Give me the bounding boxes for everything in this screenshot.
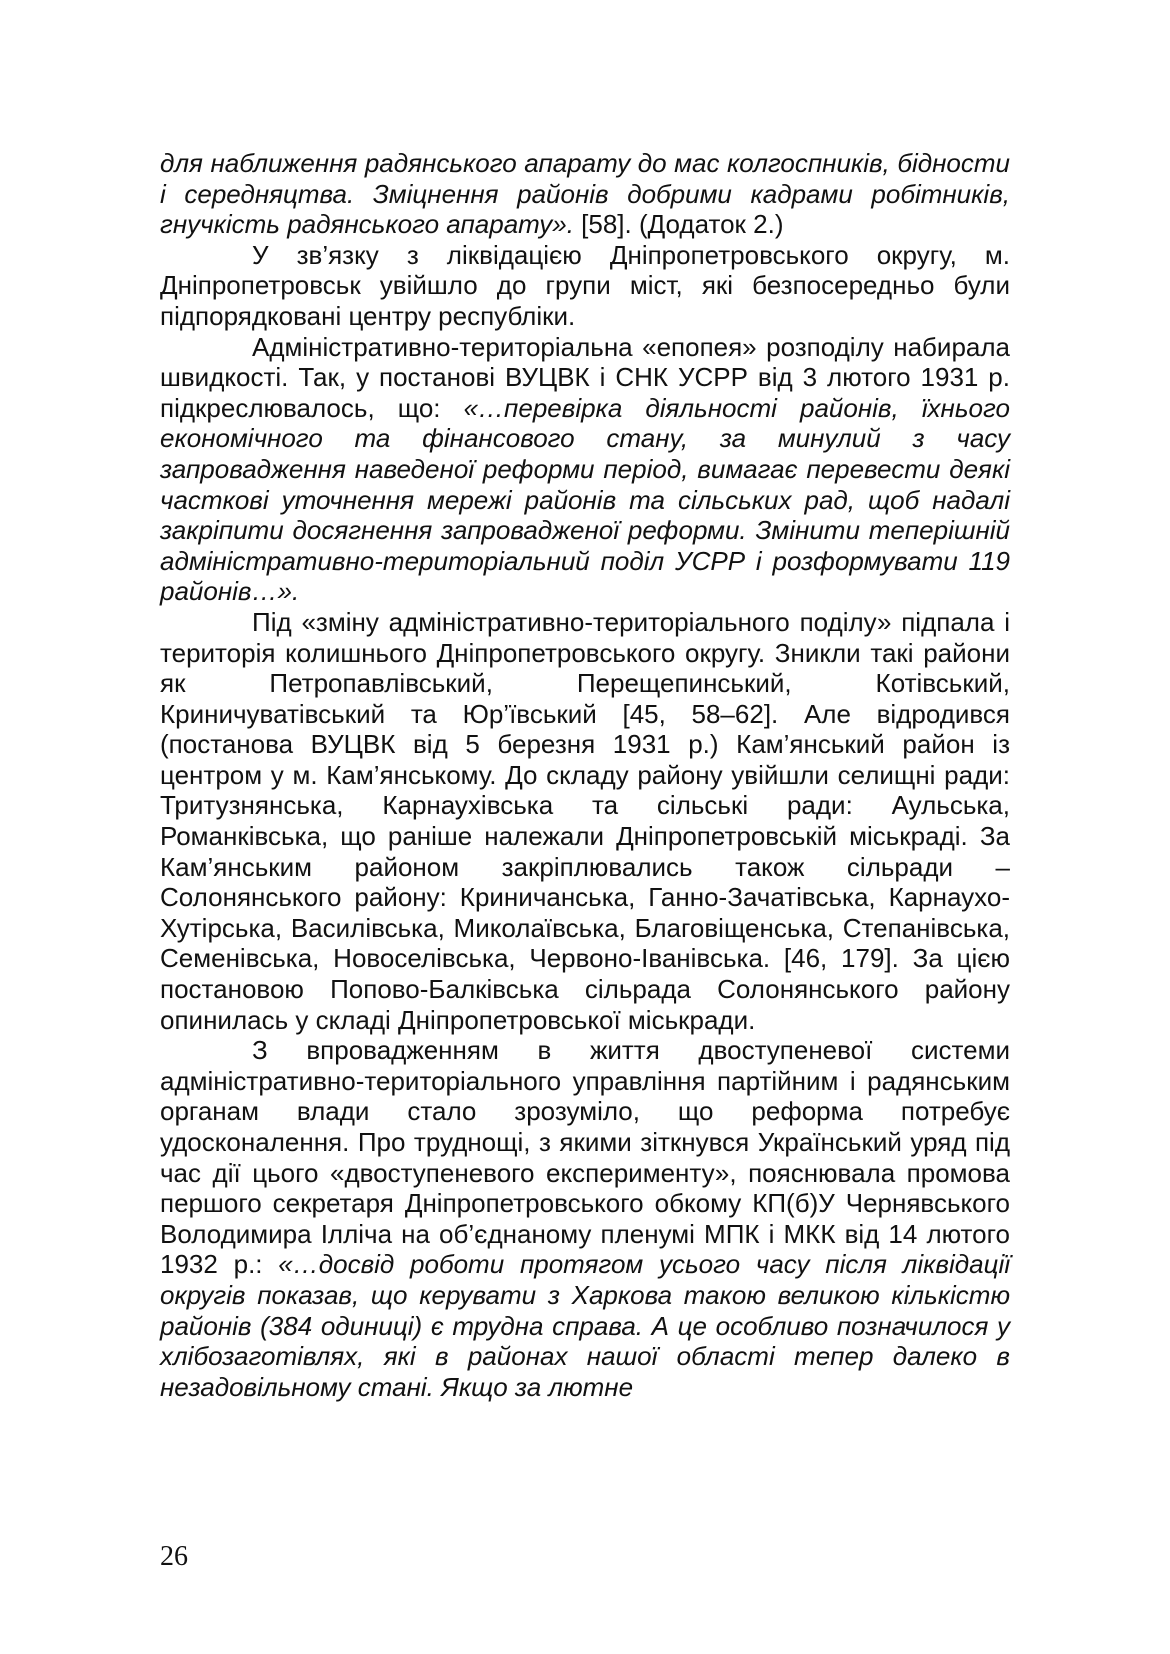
paragraph-1 (160, 148, 1010, 240)
paragraph-text: Під «зміну адміністративно-територіального поділу» підпала і територія колишнього Дніпропетровського округу. Зникли такі райони як Петропавлівський, Перещепинський, Котівський, Криничуватівський та Юр’ївський [45, 58–62]. Але відродився (постанова ВУЦВК від 5 березня 1931 р.) Кам’янський район із центром у м. Кам’янському. До складу району увійшли селищні ради: Тритузнянська, Карнаухівська та сільські ради: Аульська, Романківська, що раніше належали Дніпропетровській міськраді. За Кам’янським районом закріплювались також сільради – Солонянського району: Криничанська, Ганно-Зачатівська, Карнаухо-Хутірська, Василівська, Миколаївська, Благовіщенська, Степанівська, Семенівська, Новоселівська, Червоно-Іванівська. [46, 179]. За цією постановою Попово-Балківська сільрада Солонянського району опинилась у складі Дніпропетровської міськради. (160, 606, 1010, 1035)
quote-text: «…досвід роботи протягом усього часу після ліквідації округів показав, що керувати з Харкова такою великою кількістю районів (384 одиниці) є трудна справа. А це особливо позначилося у хлібозаготівлях, які в районах нашої області тепер далеко в незадовільному стані. Якщо за лютне (160, 1249, 1010, 1402)
paragraph-text: У зв’язку з ліквідацією Дніпропетровського округу, м. Дніпропетровськ увійшло до групи міст, які безпосередньо були підпорядковані центру республіки. (160, 239, 1010, 331)
paragraph-5 (160, 1035, 1010, 1402)
paragraph-text: Адміністративно-територіальна «епопея» розподілу набирала швидкості. Так, у постанові ВУЦВК і СНК УСРР від 3 лютого 1931 р. підкреслювалось, що: (160, 331, 1010, 423)
paragraph-2 (160, 240, 1010, 332)
citation-text: [58]. (Додаток 2.) (573, 209, 784, 240)
paragraph-4 (160, 607, 1010, 1035)
quote-text: «…перевірка діяльності районів, їхнього економічного та фінансового стану, за минулий з часу запровадження наведеної реформи період, вимагає перевести деякі часткові уточнення мережі районів та сільських рад, щоб надалі закріпити досягнення запровадженої реформи. Змінити теперішній адміністративно-територіальний поділ УСРР і розформувати 119 районів…». (160, 392, 1010, 607)
body-text (160, 148, 1010, 1402)
paragraph-3 (160, 332, 1010, 607)
page-number: 26 (160, 1541, 188, 1572)
quote-text: для наближення радянського апарату до мас колгоспників, бідности і середняцтва. Зміцнення районів добрими кадрами робітників, гнучкість радянського апарату». (160, 148, 1010, 240)
paragraph-text: З впровадженням в життя двоступеневої системи адміністративно-територіального управління партійним і радянським органам влади стало зрозуміло, що реформа потребує удосконалення. Про труднощі, з якими зіткнувся Український уряд під час дії цього «двоступеневого експерименту», пояснювала промова першого секретаря Дніпропетровського обкому КП(б)У Чернявського Володимира Ілліча на об’єднаному пленумі МПК і МКК від 14 лютого 1932 р.: (160, 1035, 1010, 1280)
